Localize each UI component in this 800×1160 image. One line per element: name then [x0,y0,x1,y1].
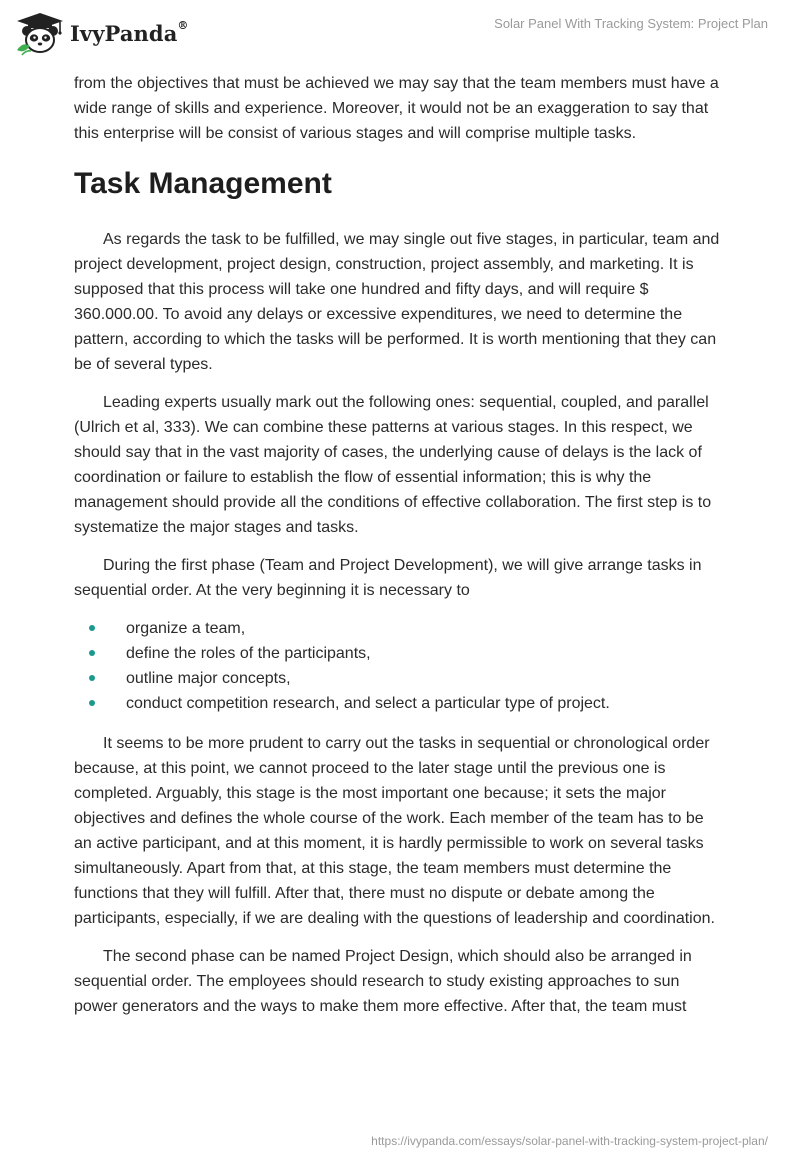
list-item: outline major concepts, [74,666,722,691]
document-title: Solar Panel With Tracking System: Project Plan [494,16,768,31]
bullet-icon [89,650,95,656]
bullet-icon [89,700,95,706]
paragraph: The second phase can be named Project Design, which should also be arranged in sequential order. The employees should research to study existing approaches to sun power generators and the ways to make them more effective. After that, the team must [74,948,692,1015]
bullet-icon [89,625,95,631]
source-url[interactable]: https://ivypanda.com/essays/solar-panel-with-tracking-system-project-plan/ [371,1134,768,1148]
brand-name: IvyPanda® [70,18,189,46]
ivypanda-logo[interactable] [14,10,189,56]
page-header [0,0,800,66]
list-item: organize a team, [74,616,722,641]
list-item: define the roles of the participants, [74,641,722,666]
paragraph: Leading experts usually mark out the following ones: sequential, coupled, and parallel (Ulrich et al, 333). We can combine these patterns at various stages. In this respect, we should say that in the vast majority of cases, the underlying cause of delays is the lack of coordination or failure to establish the flow of essential information; this is why the management should provide all the conditions of effective collaboration. The first step is to systematize the major stages and tasks. [74,394,712,536]
task-list [74,616,722,716]
intro-paragraph: from the objectives that must be achieved we may say that the team members must have a wide range of skills and experience. Moreover, it would not be an exaggeration to say that this enterprise will be consist of various stages and will comprise multiple tasks. [74,75,719,142]
panda-graduate-icon [14,10,66,56]
article-body [74,71,722,1032]
paragraph: As regards the task to be fulfilled, we may single out five stages, in particular, team and project development, project design, construction, project assembly, and marketing. It is supposed that this process will take one hundred and fifty days, and will require $ 360.000.00. To avoid any delays or excessive expenditures, we need to determine the pattern, according to which the tasks will be performed. It is worth mentioning that they can be of several types. [74,231,720,373]
section-heading: Task Management [74,167,332,200]
list-item: conduct competition research, and select a particular type of project. [74,691,722,716]
bullet-icon [89,675,95,681]
paragraph: During the first phase (Team and Project Development), we will give arrange tasks in sequential order. At the very beginning it is necessary to [74,557,702,599]
paragraph: It seems to be more prudent to carry out the tasks in sequential or chronological order because, at this point, we cannot proceed to the later stage until the previous one is completed. Arguably, this stage is the most important one because; it sets the major objectives and defines the whole course of the work. Each member of the team has to be an active participant, and at this moment, it is hardly permissible to work on several tasks simultaneously. Apart from that, at this stage, the team members must determine the functions that they will fulfill. After that, there must no dispute or debate among the participants, especially, if we are dealing with the questions of leadership and coordination. [74,735,715,927]
